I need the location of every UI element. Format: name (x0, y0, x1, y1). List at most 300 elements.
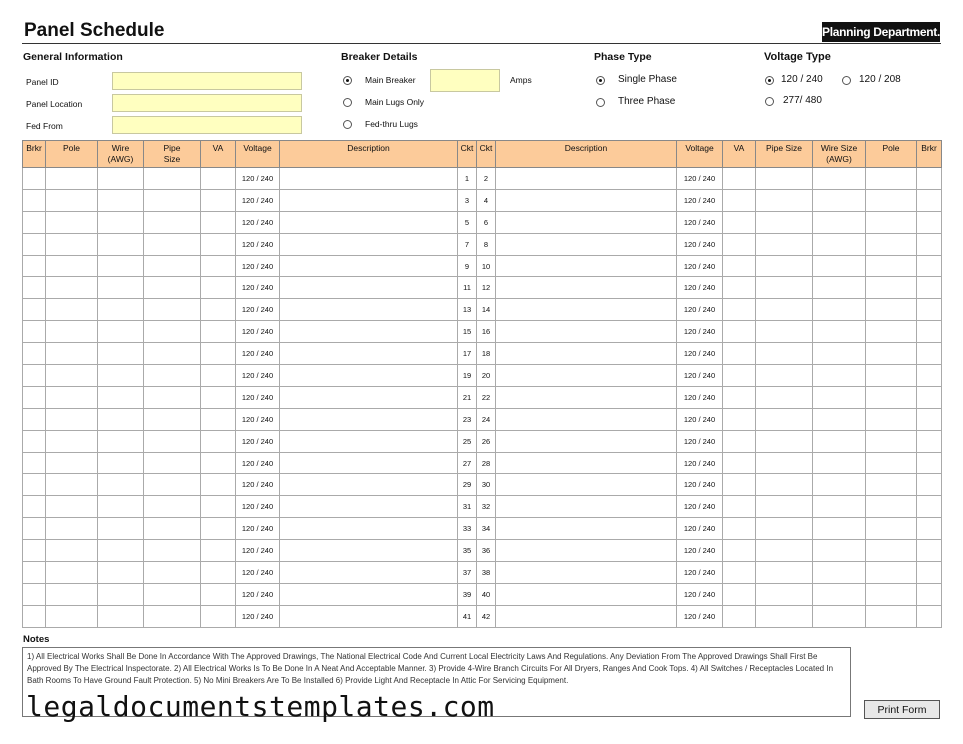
circuit-number-left: 25 (458, 430, 477, 452)
input-cell-brkr[interactable] (23, 562, 46, 584)
input-cell-pipe-size[interactable] (756, 496, 813, 518)
input-cell-pole[interactable] (866, 430, 917, 452)
input-cell-description[interactable] (496, 211, 677, 233)
voltage-cell-left: 120 / 240 (236, 343, 280, 365)
input-cell-brkr[interactable] (917, 430, 942, 452)
input-cell-description[interactable] (496, 255, 677, 277)
circuit-number-right: 6 (477, 211, 496, 233)
input-cell-pole[interactable] (866, 408, 917, 430)
input-cell-wire-awg[interactable] (98, 189, 144, 211)
input-cell-description[interactable] (496, 168, 677, 190)
input-cell-brkr[interactable] (23, 583, 46, 605)
input-cell-wire-awg[interactable] (98, 540, 144, 562)
input-cell-wire-size-awg[interactable] (813, 343, 866, 365)
input-cell-pole[interactable] (866, 233, 917, 255)
input-cell-pole[interactable] (46, 430, 98, 452)
input-cell-va[interactable] (723, 211, 756, 233)
input-cell-pole[interactable] (866, 518, 917, 540)
panel-id-field[interactable] (112, 72, 302, 90)
input-cell-va[interactable] (723, 189, 756, 211)
input-cell-description[interactable] (496, 321, 677, 343)
input-cell-description[interactable] (280, 233, 458, 255)
voltage-277-480-radio[interactable] (765, 97, 774, 106)
input-cell-description[interactable] (496, 233, 677, 255)
input-cell-pole[interactable] (866, 321, 917, 343)
input-cell-va[interactable] (201, 452, 236, 474)
input-cell-va[interactable] (723, 343, 756, 365)
main-breaker-radio[interactable] (343, 76, 352, 85)
input-cell-pipe-size[interactable] (756, 233, 813, 255)
input-cell-description[interactable] (496, 496, 677, 518)
input-cell-pipe-size[interactable] (756, 211, 813, 233)
input-cell-pipe-size[interactable] (144, 540, 201, 562)
input-cell-pole[interactable] (866, 255, 917, 277)
input-cell-pole[interactable] (46, 386, 98, 408)
input-cell-brkr[interactable] (917, 583, 942, 605)
voltage-cell-right: 120 / 240 (677, 211, 723, 233)
table-row (23, 430, 942, 452)
voltage-cell-right: 120 / 240 (677, 583, 723, 605)
input-cell-pipe-size[interactable] (144, 189, 201, 211)
input-cell-pipe-size[interactable] (144, 386, 201, 408)
input-cell-pipe-size[interactable] (756, 321, 813, 343)
voltage-cell-left: 120 / 240 (236, 474, 280, 496)
input-cell-va[interactable] (201, 518, 236, 540)
input-cell-va[interactable] (723, 583, 756, 605)
input-cell-pipe-size[interactable] (144, 605, 201, 627)
input-cell-description[interactable] (280, 474, 458, 496)
input-cell-description[interactable] (280, 430, 458, 452)
input-cell-pole[interactable] (866, 474, 917, 496)
input-cell-va[interactable] (201, 474, 236, 496)
input-cell-pipe-size[interactable] (144, 343, 201, 365)
single-phase-radio[interactable] (596, 76, 605, 85)
input-cell-wire-awg[interactable] (98, 233, 144, 255)
input-cell-pipe-size[interactable] (756, 583, 813, 605)
input-cell-pole[interactable] (866, 386, 917, 408)
input-cell-brkr[interactable] (23, 408, 46, 430)
input-cell-va[interactable] (201, 605, 236, 627)
input-cell-brkr[interactable] (917, 189, 942, 211)
input-cell-brkr[interactable] (917, 496, 942, 518)
circuit-number-right: 30 (477, 474, 496, 496)
input-cell-brkr[interactable] (23, 189, 46, 211)
input-cell-pole[interactable] (866, 605, 917, 627)
input-cell-pole[interactable] (46, 343, 98, 365)
input-cell-pole[interactable] (866, 562, 917, 584)
panel-location-field[interactable] (112, 94, 302, 112)
input-cell-pole[interactable] (866, 189, 917, 211)
input-cell-pipe-size[interactable] (756, 408, 813, 430)
input-cell-pole[interactable] (46, 496, 98, 518)
input-cell-pipe-size[interactable] (756, 365, 813, 387)
input-cell-wire-awg[interactable] (98, 496, 144, 518)
input-cell-wire-size-awg[interactable] (813, 189, 866, 211)
input-cell-pole[interactable] (46, 583, 98, 605)
input-cell-va[interactable] (723, 408, 756, 430)
table-row (23, 540, 942, 562)
input-cell-va[interactable] (201, 430, 236, 452)
input-cell-brkr[interactable] (23, 168, 46, 190)
input-cell-pipe-size[interactable] (144, 583, 201, 605)
input-cell-description[interactable] (496, 189, 677, 211)
input-cell-description[interactable] (280, 408, 458, 430)
input-cell-description[interactable] (280, 321, 458, 343)
input-cell-pipe-size[interactable] (144, 518, 201, 540)
voltage-cell-right: 120 / 240 (677, 299, 723, 321)
input-cell-va[interactable] (723, 386, 756, 408)
input-cell-wire-awg[interactable] (98, 562, 144, 584)
input-cell-description[interactable] (496, 605, 677, 627)
input-cell-brkr[interactable] (23, 233, 46, 255)
input-cell-wire-size-awg[interactable] (813, 583, 866, 605)
input-cell-pole[interactable] (866, 583, 917, 605)
circuit-number-left: 17 (458, 343, 477, 365)
input-cell-description[interactable] (496, 386, 677, 408)
input-cell-pole[interactable] (46, 277, 98, 299)
voltage-120-208-radio[interactable] (842, 76, 851, 85)
header-wire-awg-left: Wire (AWG) (98, 141, 144, 168)
input-cell-brkr[interactable] (23, 430, 46, 452)
input-cell-pole[interactable] (46, 605, 98, 627)
input-cell-description[interactable] (496, 343, 677, 365)
input-cell-description[interactable] (280, 343, 458, 365)
input-cell-pipe-size[interactable] (756, 386, 813, 408)
input-cell-description[interactable] (280, 189, 458, 211)
input-cell-pipe-size[interactable] (144, 321, 201, 343)
input-cell-va[interactable] (723, 605, 756, 627)
circuit-number-left: 15 (458, 321, 477, 343)
input-cell-va[interactable] (201, 343, 236, 365)
input-cell-description[interactable] (496, 518, 677, 540)
input-cell-pole[interactable] (46, 189, 98, 211)
input-cell-wire-size-awg[interactable] (813, 365, 866, 387)
input-cell-brkr[interactable] (917, 168, 942, 190)
input-cell-description[interactable] (280, 496, 458, 518)
input-cell-wire-awg[interactable] (98, 430, 144, 452)
input-cell-brkr[interactable] (917, 211, 942, 233)
panel-location-label: Panel Location (26, 99, 83, 109)
input-cell-pipe-size[interactable] (756, 562, 813, 584)
input-cell-wire-size-awg[interactable] (813, 540, 866, 562)
input-cell-description[interactable] (496, 540, 677, 562)
input-cell-brkr[interactable] (917, 365, 942, 387)
input-cell-brkr[interactable] (917, 255, 942, 277)
input-cell-description[interactable] (496, 583, 677, 605)
input-cell-description[interactable] (280, 277, 458, 299)
input-cell-pole[interactable] (866, 299, 917, 321)
input-cell-pole[interactable] (46, 540, 98, 562)
input-cell-pole[interactable] (46, 365, 98, 387)
input-cell-wire-size-awg[interactable] (813, 605, 866, 627)
input-cell-wire-size-awg[interactable] (813, 211, 866, 233)
input-cell-va[interactable] (201, 321, 236, 343)
input-cell-pole[interactable] (46, 562, 98, 584)
circuit-number-left: 7 (458, 233, 477, 255)
input-cell-va[interactable] (201, 562, 236, 584)
input-cell-brkr[interactable] (23, 321, 46, 343)
input-cell-pipe-size[interactable] (144, 255, 201, 277)
input-cell-pipe-size[interactable] (144, 365, 201, 387)
input-cell-pole[interactable] (866, 452, 917, 474)
input-cell-pole[interactable] (46, 255, 98, 277)
input-cell-brkr[interactable] (917, 343, 942, 365)
table-row (23, 496, 942, 518)
input-cell-va[interactable] (201, 299, 236, 321)
input-cell-brkr[interactable] (917, 233, 942, 255)
input-cell-pipe-size[interactable] (756, 605, 813, 627)
input-cell-va[interactable] (723, 452, 756, 474)
input-cell-wire-size-awg[interactable] (813, 386, 866, 408)
input-cell-wire-size-awg[interactable] (813, 562, 866, 584)
input-cell-brkr[interactable] (23, 277, 46, 299)
input-cell-wire-size-awg[interactable] (813, 430, 866, 452)
circuit-number-left: 39 (458, 583, 477, 605)
amps-field[interactable] (430, 69, 500, 92)
amps-label: Amps (510, 75, 532, 85)
input-cell-va[interactable] (201, 540, 236, 562)
input-cell-pipe-size[interactable] (144, 277, 201, 299)
input-cell-pole[interactable] (46, 474, 98, 496)
input-cell-pipe-size[interactable] (756, 299, 813, 321)
input-cell-brkr[interactable] (917, 562, 942, 584)
input-cell-pipe-size[interactable] (144, 452, 201, 474)
input-cell-wire-size-awg[interactable] (813, 452, 866, 474)
input-cell-va[interactable] (723, 255, 756, 277)
input-cell-description[interactable] (280, 605, 458, 627)
voltage-cell-right: 120 / 240 (677, 233, 723, 255)
input-cell-pole[interactable] (866, 211, 917, 233)
input-cell-va[interactable] (723, 168, 756, 190)
input-cell-va[interactable] (201, 277, 236, 299)
voltage-cell-left: 120 / 240 (236, 386, 280, 408)
input-cell-va[interactable] (723, 474, 756, 496)
input-cell-va[interactable] (201, 583, 236, 605)
input-cell-pole[interactable] (46, 299, 98, 321)
input-cell-pipe-size[interactable] (144, 408, 201, 430)
voltage-cell-left: 120 / 240 (236, 583, 280, 605)
input-cell-wire-awg[interactable] (98, 386, 144, 408)
input-cell-va[interactable] (723, 540, 756, 562)
input-cell-pole[interactable] (866, 365, 917, 387)
input-cell-description[interactable] (280, 562, 458, 584)
circuit-number-left: 5 (458, 211, 477, 233)
input-cell-pipe-size[interactable] (756, 452, 813, 474)
input-cell-description[interactable] (280, 299, 458, 321)
department-logo: Planning Department. (822, 22, 940, 42)
input-cell-va[interactable] (201, 233, 236, 255)
input-cell-description[interactable] (280, 518, 458, 540)
input-cell-description[interactable] (496, 299, 677, 321)
fed-thru-lugs-radio[interactable] (343, 120, 352, 129)
input-cell-brkr[interactable] (917, 452, 942, 474)
general-info-heading: General Information (23, 51, 123, 63)
input-cell-pole[interactable] (46, 518, 98, 540)
input-cell-description[interactable] (280, 452, 458, 474)
input-cell-pole[interactable] (46, 408, 98, 430)
input-cell-pipe-size[interactable] (144, 168, 201, 190)
input-cell-pipe-size[interactable] (756, 474, 813, 496)
input-cell-description[interactable] (280, 365, 458, 387)
input-cell-brkr[interactable] (917, 299, 942, 321)
input-cell-description[interactable] (496, 277, 677, 299)
main-lugs-radio[interactable] (343, 98, 352, 107)
input-cell-brkr[interactable] (917, 474, 942, 496)
input-cell-pole[interactable] (46, 233, 98, 255)
input-cell-pipe-size[interactable] (144, 211, 201, 233)
input-cell-pipe-size[interactable] (144, 474, 201, 496)
input-cell-va[interactable] (723, 562, 756, 584)
input-cell-description[interactable] (496, 365, 677, 387)
input-cell-wire-size-awg[interactable] (813, 277, 866, 299)
input-cell-brkr[interactable] (917, 321, 942, 343)
input-cell-wire-awg[interactable] (98, 321, 144, 343)
input-cell-wire-size-awg[interactable] (813, 321, 866, 343)
three-phase-radio[interactable] (596, 98, 605, 107)
input-cell-description[interactable] (280, 211, 458, 233)
circuit-number-left: 33 (458, 518, 477, 540)
input-cell-wire-awg[interactable] (98, 299, 144, 321)
input-cell-va[interactable] (723, 496, 756, 518)
input-cell-description[interactable] (280, 540, 458, 562)
circuit-number-right: 16 (477, 321, 496, 343)
input-cell-wire-awg[interactable] (98, 408, 144, 430)
input-cell-va[interactable] (201, 168, 236, 190)
circuit-number-right: 26 (477, 430, 496, 452)
input-cell-pipe-size[interactable] (756, 277, 813, 299)
input-cell-brkr[interactable] (917, 408, 942, 430)
input-cell-pole[interactable] (866, 168, 917, 190)
input-cell-pipe-size[interactable] (756, 430, 813, 452)
input-cell-wire-size-awg[interactable] (813, 233, 866, 255)
input-cell-wire-awg[interactable] (98, 583, 144, 605)
input-cell-va[interactable] (201, 255, 236, 277)
input-cell-va[interactable] (723, 321, 756, 343)
circuit-number-right: 20 (477, 365, 496, 387)
input-cell-va[interactable] (201, 189, 236, 211)
input-cell-description[interactable] (496, 452, 677, 474)
input-cell-wire-awg[interactable] (98, 605, 144, 627)
input-cell-description[interactable] (496, 408, 677, 430)
input-cell-pole[interactable] (46, 321, 98, 343)
input-cell-wire-size-awg[interactable] (813, 496, 866, 518)
input-cell-va[interactable] (201, 408, 236, 430)
input-cell-pipe-size[interactable] (756, 255, 813, 277)
input-cell-wire-size-awg[interactable] (813, 408, 866, 430)
input-cell-wire-awg[interactable] (98, 474, 144, 496)
input-cell-brkr[interactable] (917, 386, 942, 408)
input-cell-wire-awg[interactable] (98, 255, 144, 277)
input-cell-brkr[interactable] (23, 343, 46, 365)
input-cell-wire-awg[interactable] (98, 365, 144, 387)
breaker-details-heading: Breaker Details (341, 51, 418, 63)
input-cell-brkr[interactable] (23, 605, 46, 627)
input-cell-wire-awg[interactable] (98, 518, 144, 540)
input-cell-description[interactable] (496, 474, 677, 496)
input-cell-wire-awg[interactable] (98, 277, 144, 299)
input-cell-pole[interactable] (866, 496, 917, 518)
input-cell-description[interactable] (280, 386, 458, 408)
voltage-cell-left: 120 / 240 (236, 321, 280, 343)
input-cell-va[interactable] (723, 365, 756, 387)
input-cell-brkr[interactable] (23, 540, 46, 562)
input-cell-brkr[interactable] (23, 474, 46, 496)
circuit-number-left: 35 (458, 540, 477, 562)
input-cell-pipe-size[interactable] (144, 496, 201, 518)
table-header-row (23, 141, 942, 168)
input-cell-pole[interactable] (46, 168, 98, 190)
input-cell-va[interactable] (723, 233, 756, 255)
input-cell-va[interactable] (723, 430, 756, 452)
input-cell-description[interactable] (280, 255, 458, 277)
circuit-number-left: 27 (458, 452, 477, 474)
input-cell-brkr[interactable] (23, 211, 46, 233)
input-cell-brkr[interactable] (917, 605, 942, 627)
input-cell-brkr[interactable] (23, 299, 46, 321)
input-cell-brkr[interactable] (23, 365, 46, 387)
input-cell-pole[interactable] (866, 343, 917, 365)
input-cell-wire-size-awg[interactable] (813, 255, 866, 277)
input-cell-pipe-size[interactable] (756, 189, 813, 211)
input-cell-pole[interactable] (866, 540, 917, 562)
input-cell-description[interactable] (496, 562, 677, 584)
input-cell-brkr[interactable] (23, 452, 46, 474)
input-cell-pipe-size[interactable] (756, 343, 813, 365)
input-cell-va[interactable] (723, 277, 756, 299)
input-cell-brkr[interactable] (23, 518, 46, 540)
input-cell-va[interactable] (201, 386, 236, 408)
input-cell-pipe-size[interactable] (144, 299, 201, 321)
voltage-120-240-radio[interactable] (765, 76, 774, 85)
input-cell-brkr[interactable] (917, 518, 942, 540)
table-row (23, 299, 942, 321)
header-pipe-size-right: Pipe Size (756, 141, 813, 168)
input-cell-wire-size-awg[interactable] (813, 299, 866, 321)
input-cell-wire-size-awg[interactable] (813, 474, 866, 496)
input-cell-va[interactable] (201, 365, 236, 387)
input-cell-wire-size-awg[interactable] (813, 168, 866, 190)
input-cell-wire-size-awg[interactable] (813, 518, 866, 540)
input-cell-pipe-size[interactable] (144, 562, 201, 584)
input-cell-pipe-size[interactable] (144, 233, 201, 255)
input-cell-brkr[interactable] (917, 277, 942, 299)
fed-from-field[interactable] (112, 116, 302, 134)
input-cell-pipe-size[interactable] (756, 540, 813, 562)
input-cell-wire-awg[interactable] (98, 168, 144, 190)
input-cell-va[interactable] (723, 299, 756, 321)
input-cell-pipe-size[interactable] (144, 430, 201, 452)
input-cell-va[interactable] (201, 211, 236, 233)
print-form-button[interactable]: Print Form (864, 700, 940, 719)
input-cell-wire-awg[interactable] (98, 343, 144, 365)
input-cell-brkr[interactable] (23, 386, 46, 408)
input-cell-pipe-size[interactable] (756, 168, 813, 190)
input-cell-description[interactable] (496, 430, 677, 452)
input-cell-pole[interactable] (866, 277, 917, 299)
input-cell-description[interactable] (280, 583, 458, 605)
input-cell-brkr[interactable] (917, 540, 942, 562)
input-cell-wire-awg[interactable] (98, 452, 144, 474)
input-cell-pole[interactable] (46, 452, 98, 474)
input-cell-brkr[interactable] (23, 496, 46, 518)
input-cell-va[interactable] (723, 518, 756, 540)
input-cell-wire-awg[interactable] (98, 211, 144, 233)
input-cell-brkr[interactable] (23, 255, 46, 277)
input-cell-pipe-size[interactable] (756, 518, 813, 540)
input-cell-description[interactable] (280, 168, 458, 190)
input-cell-pole[interactable] (46, 211, 98, 233)
input-cell-va[interactable] (201, 496, 236, 518)
